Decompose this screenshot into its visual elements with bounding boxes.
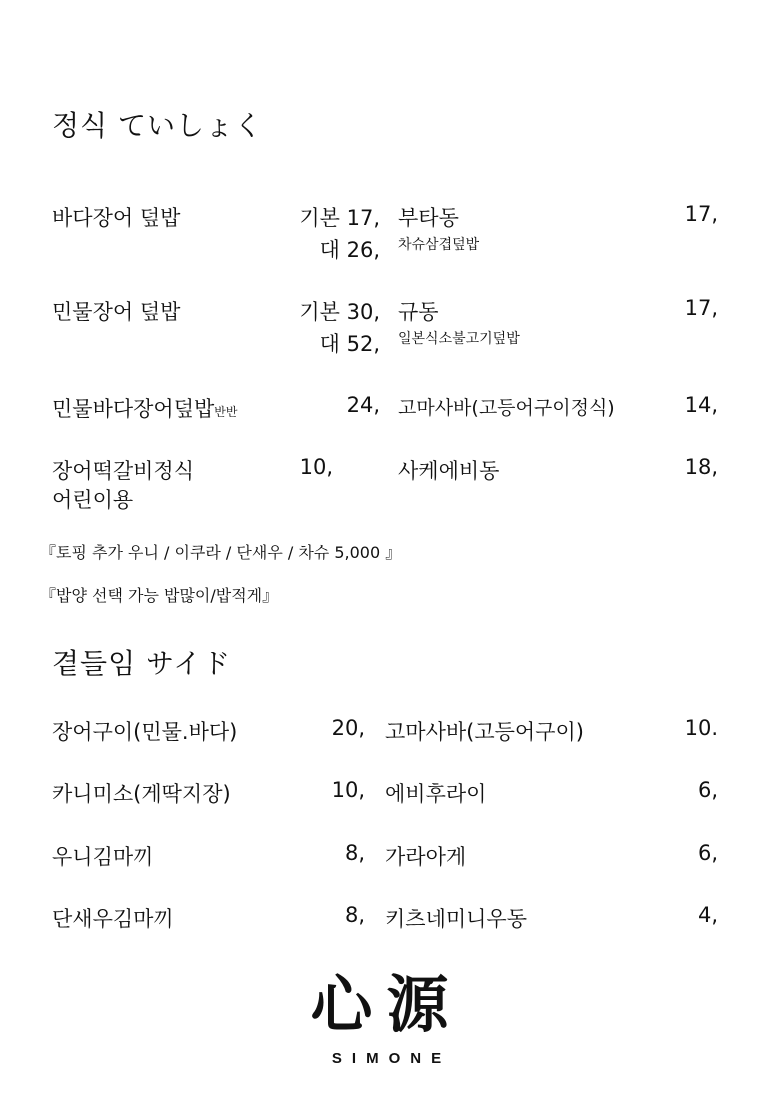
price-eel-grill: 20, bbox=[331, 716, 365, 740]
menu-item-butadon-desc: 차슈삼겹덮밥 bbox=[398, 237, 480, 253]
menu-item-freshwater-eel: 민물장어 덮밥 bbox=[52, 300, 181, 324]
price-butadon: 17, bbox=[684, 202, 718, 226]
topping-note: 『토핑 추가 우니 / 이쿠라 / 단새우 / 차슈 5,000 』 bbox=[40, 543, 402, 562]
section-title-set: 정식 ていしょく bbox=[52, 109, 263, 142]
price-kani-miso: 10, bbox=[331, 778, 365, 802]
price-uni-maki: 8, bbox=[344, 841, 365, 865]
menu-item-butadon: 부타동 bbox=[398, 206, 459, 230]
brand-name: SIMONE bbox=[331, 1050, 452, 1067]
side-item-kitsune-udon: 키츠네미니우동 bbox=[385, 907, 528, 931]
side-item-mackerel: 고마사바(고등어구이) bbox=[385, 720, 584, 744]
menu-item-half-half-suffix: 반반 bbox=[214, 405, 238, 419]
menu-item-half-half bbox=[52, 393, 237, 423]
side-item-uni-maki: 우니김마끼 bbox=[52, 845, 154, 869]
menu-item-sea-eel: 바다장어 덮밥 bbox=[52, 206, 181, 230]
price-half-half: 24, bbox=[346, 393, 380, 417]
price-sea-eel-basic: 기본 17, bbox=[299, 206, 380, 230]
price-freshwater-eel-basic: 기본 30, bbox=[299, 300, 380, 324]
side-item-ebi-fry: 에비후라이 bbox=[385, 782, 487, 806]
section-title-side: 곁들임 サイド bbox=[52, 647, 232, 680]
price-mackerel: 10. bbox=[684, 716, 718, 740]
side-item-kani-miso: 카니미소(게딱지장) bbox=[52, 782, 231, 806]
menu-item-shrimp-don: 사케에비동 bbox=[398, 459, 500, 483]
menu-item-half-half-name: 민물바다장어덮밥 bbox=[52, 397, 215, 421]
price-shrimp-don: 18, bbox=[684, 455, 718, 479]
price-mackerel-set: 14, bbox=[684, 393, 718, 417]
menu-item-mackerel-set: 고마사바(고등어구이정식) bbox=[398, 397, 615, 419]
price-gyudon: 17, bbox=[684, 296, 718, 320]
price-ebi-fry: 6, bbox=[697, 778, 718, 802]
brand-logo: 心源 bbox=[310, 968, 463, 1041]
menu-item-gyudon-desc: 일본식소불고기덮밥 bbox=[398, 331, 520, 347]
price-freshwater-eel-large: 대 52, bbox=[319, 332, 380, 356]
price-sea-eel-large: 대 26, bbox=[319, 238, 380, 262]
side-item-karaage: 가라아게 bbox=[385, 845, 467, 869]
menu-item-eel-galbi-sub: 어린이용 bbox=[52, 488, 134, 512]
price-eel-galbi: 10, bbox=[299, 455, 333, 479]
side-item-shrimp-maki: 단새우김마끼 bbox=[52, 907, 174, 931]
price-kitsune-udon: 4, bbox=[697, 903, 718, 927]
rice-note: 『밥양 선택 가능 밥많이/밥적게』 bbox=[40, 586, 279, 605]
menu-item-eel-galbi: 장어떡갈비정식 bbox=[52, 459, 195, 483]
menu-item-gyudon: 규동 bbox=[398, 300, 439, 324]
price-shrimp-maki: 8, bbox=[344, 903, 365, 927]
side-item-eel-grill: 장어구이(민물.바다) bbox=[52, 720, 238, 744]
price-karaage: 6, bbox=[697, 841, 718, 865]
